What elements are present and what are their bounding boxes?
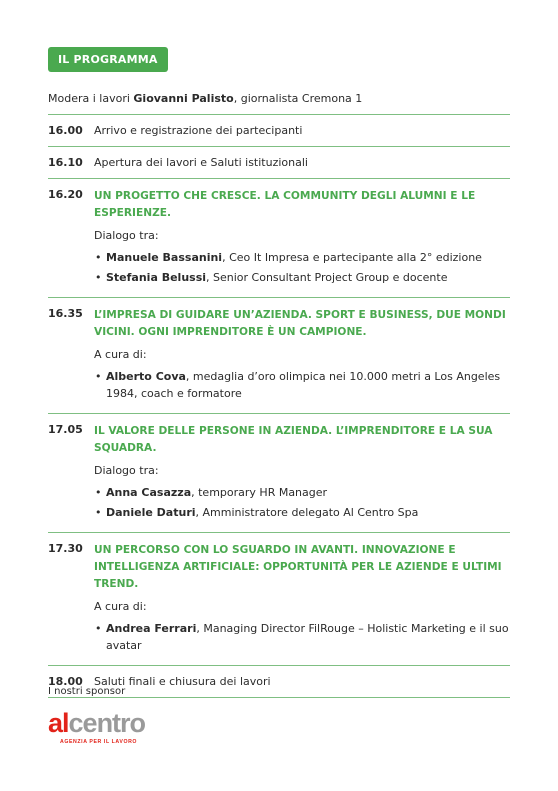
moderator-line: [48, 92, 362, 105]
speaker-list: [94, 484, 510, 521]
session-title: IL VALORE DELLE PERSONE IN AZIENDA. L’IMPRENDITORE E LA SUA SQUADRA.: [94, 425, 493, 454]
speaker-name: Manuele Bassanini: [106, 251, 223, 264]
speaker-item: [94, 504, 510, 521]
schedule-item-6: [48, 532, 510, 665]
session-intro: A cura di:: [94, 600, 147, 613]
schedule-item-4: [48, 297, 510, 413]
sponsor-label: I nostri sponsor: [48, 686, 126, 697]
speaker-list: [94, 620, 510, 654]
bullet-icon: •: [95, 271, 102, 284]
speaker-role: , temporary HR Manager: [191, 486, 328, 499]
speaker-item: [94, 484, 510, 501]
schedule-time: 17.05: [48, 423, 83, 436]
schedule-time: 16.35: [48, 307, 83, 320]
session-intro: A cura di:: [94, 348, 147, 361]
schedule: [48, 114, 510, 698]
divider: [48, 697, 510, 698]
schedule-time: 16.10: [48, 156, 83, 169]
schedule-time: 17.30: [48, 542, 83, 555]
speaker-name: Anna Casazza: [106, 486, 192, 499]
moderator-suffix: , giornalista Cremona 1: [233, 92, 363, 105]
bullet-icon: •: [95, 486, 102, 499]
speaker-name: Daniele Daturi: [106, 506, 196, 519]
schedule-item-5: [48, 413, 510, 532]
logo-tagline: AGENZIA PER IL LAVORO: [60, 739, 138, 745]
speaker-item: [94, 269, 510, 286]
schedule-time: 16.20: [48, 188, 83, 201]
logo-word: [48, 708, 146, 738]
schedule-time: 16.00: [48, 124, 83, 137]
session-intro: Dialogo tra:: [94, 229, 159, 242]
speaker-list: [94, 249, 510, 286]
session-intro: Dialogo tra:: [94, 464, 159, 477]
speaker-role: , Managing Director FilRouge – Holistic Marketing e il suo avatar: [106, 622, 509, 652]
speaker-item: [94, 368, 510, 402]
schedule-time: 18.00: [48, 675, 83, 688]
speaker-name: Stefania Belussi: [106, 271, 207, 284]
logo-part-al: al: [48, 708, 69, 738]
speaker-item: [94, 620, 510, 654]
schedule-text: Arrivo e registrazione dei partecipanti: [94, 124, 303, 137]
schedule-item-3: [48, 178, 510, 297]
speaker-name: Andrea Ferrari: [106, 622, 197, 635]
speaker-name: Alberto Cova: [106, 370, 186, 383]
schedule-text: Saluti finali e chiusura dei lavori: [94, 675, 271, 688]
session-title: L’IMPRESA DI GUIDARE UN’AZIENDA. SPORT E BUSINESS, DUE MONDI VICINI. OGNI IMPRENDITORE È UN CAMPIONE.: [94, 309, 506, 338]
bullet-icon: •: [95, 370, 102, 383]
moderator-name: Giovanni Palisto: [133, 92, 234, 105]
bullet-icon: •: [95, 622, 102, 635]
speaker-list: [94, 368, 510, 402]
bullet-icon: •: [95, 506, 102, 519]
schedule-item-1: [48, 114, 510, 146]
program-badge: IL PROGRAMMA: [48, 47, 168, 72]
speaker-role: , Ceo It Impresa e partecipante alla 2° edizione: [222, 251, 482, 264]
session-title: UN PERCORSO CON LO SGUARDO IN AVANTI. INNOVAZIONE E INTELLIGENZA ARTIFICIALE: OPPORTUNITÀ PER LE AZIENDE E ULTIMI TREND.: [94, 544, 502, 590]
speaker-role: , Senior Consultant Project Group e docente: [206, 271, 448, 284]
logo-part-centro: centro: [68, 708, 146, 738]
bullet-icon: •: [95, 251, 102, 264]
speaker-role: , medaglia d’oro olimpica nei 10.000 metri a Los Angeles 1984, coach e formatore: [106, 370, 501, 400]
alcentro-logo: [48, 708, 158, 746]
speaker-role: , Amministratore delegato Al Centro Spa: [195, 506, 419, 519]
schedule-text: Apertura dei lavori e Saluti istituzionali: [94, 156, 308, 169]
speaker-item: [94, 249, 510, 266]
session-title: UN PROGETTO CHE CRESCE. LA COMMUNITY DEGLI ALUMNI E LE ESPERIENZE.: [94, 190, 476, 219]
moderator-prefix: Modera i lavori: [48, 92, 134, 105]
schedule-item-2: [48, 146, 510, 178]
